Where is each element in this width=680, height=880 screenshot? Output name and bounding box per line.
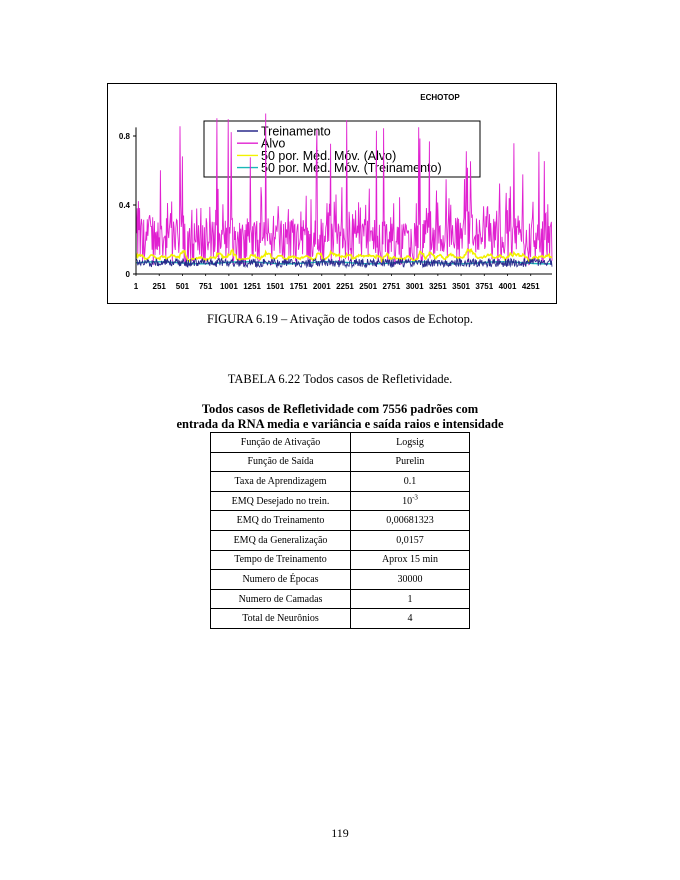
param-value-cell	[351, 452, 470, 472]
x-tick-label: 1	[133, 282, 139, 291]
param-value: 30000	[397, 573, 423, 585]
chart-legend	[204, 121, 480, 177]
param-name-cell: Taxa de Aprendizagem	[211, 472, 351, 492]
param-value: 4	[407, 613, 413, 625]
param-name-cell: Total de Neurônios	[211, 609, 351, 629]
x-tick-label: 1751	[289, 282, 308, 291]
param-value: 1	[407, 593, 413, 605]
parameters-table	[210, 432, 470, 629]
table-row	[211, 550, 470, 570]
figure-caption: FIGURA 6.19 – Ativação de todos casos de Echotop.	[207, 312, 473, 326]
x-tick-label: 3001	[405, 282, 424, 291]
legend-label: 50 por. Méd. Móv. (Alvo)	[261, 148, 397, 163]
param-value-cell	[351, 589, 470, 609]
x-tick-label: 4001	[498, 282, 517, 291]
table-row	[211, 609, 470, 629]
param-value: 0,0157	[396, 534, 424, 546]
param-name-cell: EMQ do Treinamento	[211, 511, 351, 531]
x-tick-label: 3751	[475, 282, 494, 291]
param-value-exponent: -3	[412, 493, 418, 502]
x-tick-label: 3501	[452, 282, 470, 291]
param-value: 0.1	[403, 475, 417, 487]
param-value: 10	[402, 495, 413, 507]
param-name-cell: Tempo de Treinamento	[211, 550, 351, 570]
x-tick-label: 751	[198, 282, 213, 291]
param-value: Aprox 15 min	[381, 554, 439, 566]
echotop-chart	[108, 84, 558, 305]
param-value: Purelin	[395, 456, 425, 468]
param-value-cell	[351, 472, 470, 492]
table-row	[211, 433, 470, 453]
x-tick-label: 2001	[312, 282, 331, 291]
x-tick-label: 4251	[521, 282, 540, 291]
param-name-cell: EMQ Desejado no trein.	[211, 491, 351, 511]
y-tick-label: 0	[125, 270, 130, 279]
param-value-cell	[351, 491, 470, 511]
y-tick-label: 0.8	[118, 132, 130, 141]
table-row	[211, 570, 470, 590]
param-value-cell	[351, 530, 470, 550]
page-number: 119	[331, 826, 349, 840]
y-tick-label: 0.4	[118, 201, 130, 210]
table-title-line1: Todos casos de Refletividade com 7556 padrões com	[201, 402, 479, 416]
x-tick-label: 1251	[243, 282, 261, 291]
x-tick-label: 1001	[219, 282, 238, 291]
table-row	[211, 452, 470, 472]
x-tick-label: 1501	[266, 282, 285, 291]
table-row	[211, 511, 470, 531]
param-value-cell	[351, 550, 470, 570]
param-name-cell: Numero de Épocas	[211, 570, 351, 590]
x-tick-label: 3251	[428, 282, 447, 291]
legend-label: Alvo	[261, 136, 286, 151]
chart-frame	[107, 83, 557, 304]
table-row	[211, 491, 470, 511]
x-tick-label: 2751	[382, 282, 401, 291]
x-tick-label: 501	[175, 282, 190, 291]
param-value: 0,00681323	[386, 515, 434, 527]
legend-label: Treinamento	[261, 124, 331, 139]
x-tick-label: 2251	[336, 282, 354, 291]
param-value-cell	[351, 570, 470, 590]
x-tick-label: 2501	[359, 282, 378, 291]
table-caption: TABELA 6.22 Todos casos de Refletividade.	[227, 372, 453, 386]
param-name-cell: EMQ da Generalização	[211, 530, 351, 550]
table-title	[0, 402, 680, 432]
param-value-cell	[351, 433, 470, 453]
x-tick-label: 251	[152, 282, 166, 291]
table-row	[211, 530, 470, 550]
param-value: Logsig	[396, 436, 424, 448]
param-value-cell	[351, 511, 470, 531]
table-row	[211, 589, 470, 609]
param-name-cell: Numero de Camadas	[211, 589, 351, 609]
table-title-line2: entrada da RNA media e variância e saída raios e intensidade	[176, 417, 504, 431]
param-name-cell: Função de Saída	[211, 452, 351, 472]
table-row	[211, 472, 470, 492]
param-value-cell	[351, 609, 470, 629]
param-name-cell: Função de Ativação	[211, 433, 351, 453]
chart-title: ECHOTOP	[420, 93, 460, 102]
legend-label: 50 por. Méd. Móv. (Treinamento)	[261, 161, 442, 176]
